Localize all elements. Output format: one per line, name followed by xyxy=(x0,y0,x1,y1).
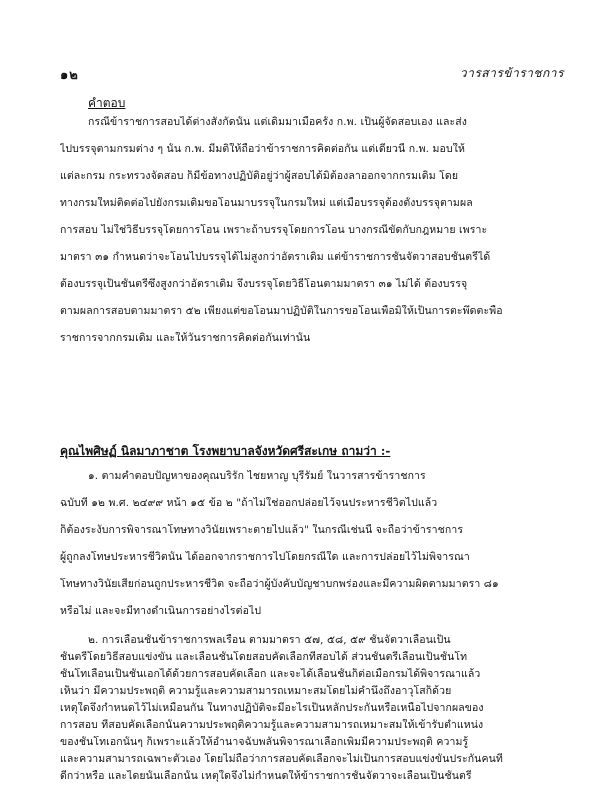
question1-line: ผู้ถูกลงโทษประหารชีวิตนั้น ได้ออกจากราชการไปโดยกรณีใด และการปล่อยไว้ไม่พิจารณา xyxy=(60,551,470,563)
answer-line: แต่ละกรม กระทรวงจัดสอบ ก็มีข้อทางปฏิบัติอยู่ว่าผู้สอบได้มิต้องลาออกจากกรมเดิม โดย xyxy=(60,170,459,182)
journal-title: วารสารข้าราชการ xyxy=(459,66,564,80)
question2-line: และความสามารถเฉพาะตัวเอง โดยไม่ถือว่าการสอบคัดเลือกจะไม่เป็นการสอบแข่งขันประกันคนที่ xyxy=(60,753,503,765)
answer-line: ต้องบรรจุเป็นชั้นตรีซึ่งสูงกว่าอัตราเดิม จึงบรรจุโดยวิธีโอนตามมาตรา ๓๑ ไม่ได้ ต้องบรรจุ xyxy=(60,278,468,290)
answer-line: ราชการจากกรมเดิม และให้วันราชการคิดต่อกันเท่านั้น xyxy=(60,332,311,344)
answer-heading: คำตอบ xyxy=(88,96,126,110)
question2-line: ดีกว่าหรือ และไดยนั้นเลือกนั้น เหตุใดจึงไม่กำหนดให้ข้าราชการชั้นจัตวาจะเลื่อนเป็นชั้นตรี xyxy=(60,770,472,782)
answer-line: กรณีข้าราชการสอบได้ต่างสังกัดนั้น แต่เดิมมาเมื่อครั้ง ก.พ. เป็นผู้จัดสอบเอง และส่ง xyxy=(88,116,468,128)
answer-line: ไปบรรจุตามกรมต่าง ๆ นั้น ก.พ. มีมติให้ถือว่าข้าราชการคิดต่อกัน แต่เดี๋ยวนี้ ก.พ. มอบให้ xyxy=(60,143,465,155)
question2-line: เหตุใดจึงกำหนดไว้ไม่เหมือนกัน ในทางปฏิบัติจะมีอะไรเป็นหลักประกันหรือเหนือไปจากผลของ xyxy=(60,702,484,714)
question2-line: ๒. การเลื่อนชั้นข้าราชการพลเรือน ตามมาตรา ๕๗, ๕๘, ๕๙ ชั้นจัตวาเลื่อนเป็น xyxy=(88,634,451,646)
question1-line: โทษทางวินัยเสียก่อนถูกประหารชีวิต จะถือว่าผู้บังคับบัญชาบกพร่องและมีความผิดตามมาตรา ๘๑ xyxy=(60,578,499,590)
question2-line: ชั้นโทเลื่อนเป็นชั้นเอกได้ด้วยการสอบคัดเลือก และจะได้เลื่อนชั้นก็ต่อเมื่อกรมได้พิจารณาแล้ว xyxy=(60,668,481,680)
question1-line: ๑. ตามคำตอบปัญหาของคุณบริรัก ไชยหาญ บุรีรัมย์ ในวารสารข้าราชการ xyxy=(88,470,426,482)
answer-line: มาตรา ๓๑ กำหนดว่าจะโอนไปบรรจุได้ไม่สูงกว่าอัตราเดิม แต่ข้าราชการชั้นจัตวาสอบชั้นตรีได้ xyxy=(60,251,491,263)
question2-line: ของชั้นโทเอกนั้นๆ ก็เพราะแล้วให้อำนาจฉับพลันพิจารณาเลือกเพิ่มมีความประพฤติ ความรู้ xyxy=(60,736,469,748)
question1-line: ฉบับที่ ๑๒ พ.ศ. ๒๔๙๙ หน้า ๑๕ ข้อ ๒ "ถ้าไม่ใช่ออกปล่อยไว้จนประหารชีวิตไปแล้ว xyxy=(60,497,438,509)
question2-line: ชั้นตรีโดยวิธีสอบแข่งขัน และเลื่อนชั้นโดยสอบคัดเลือกที่สอบได้ ส่วนชั้นตรีเลื่อนเป็นชั้นโท xyxy=(60,651,468,663)
section-title: คุณไพศิษฏ์ นิลมาภาชาต โรงพยาบาลจังหวัดศรีสะเกษ ถามว่า :- xyxy=(60,444,391,458)
answer-line: การสอบ ไม่ใช่วิธีบรรจุโดยการโอน เพราะถ้าบรรจุโดยการโอน บางกรณีขัดกับกฎหมาย เพราะ xyxy=(60,224,488,236)
question1-line: หรือไม่ และจะมีทางดำเนินการอย่างไรต่อไป xyxy=(60,605,262,617)
question1-line: ก็ต้องระงับการพิจารณาโทษทางวินัยเพราะตายไปแล้ว" ในกรณีเช่นนี้ จะถือว่าข้าราชการ xyxy=(60,524,464,536)
answer-line: ทางกรมใหม่ติดต่อไปยังกรมเดิมขอโอนมาบรรจุในกรมใหม่ แต่เมื่อบรรจุต้องตั้งบรรจุตามผล xyxy=(60,197,473,209)
question2-line: การสอบ ที่สอบคัดเลือกนั้นความประพฤติความรู้และความสามารถเหมาะสมให้เข้ารับตำแหน่ง xyxy=(60,719,484,731)
question2-line: เห็นว่า มีความประพฤติ ความรู้และความสามารถเหมาะสมโดยไม่คำนึงถึงอาวุโสก็ด้วย xyxy=(60,685,452,697)
page-number: ๑๒ xyxy=(60,68,79,83)
answer-line: ตามผลการสอบตามมาตรา ๕๒ เพียงแต่ขอโอนมาปฏิบัติในการขอโอนเพื่อมิให้เป็นการตะพึดตะพือ xyxy=(60,305,503,317)
